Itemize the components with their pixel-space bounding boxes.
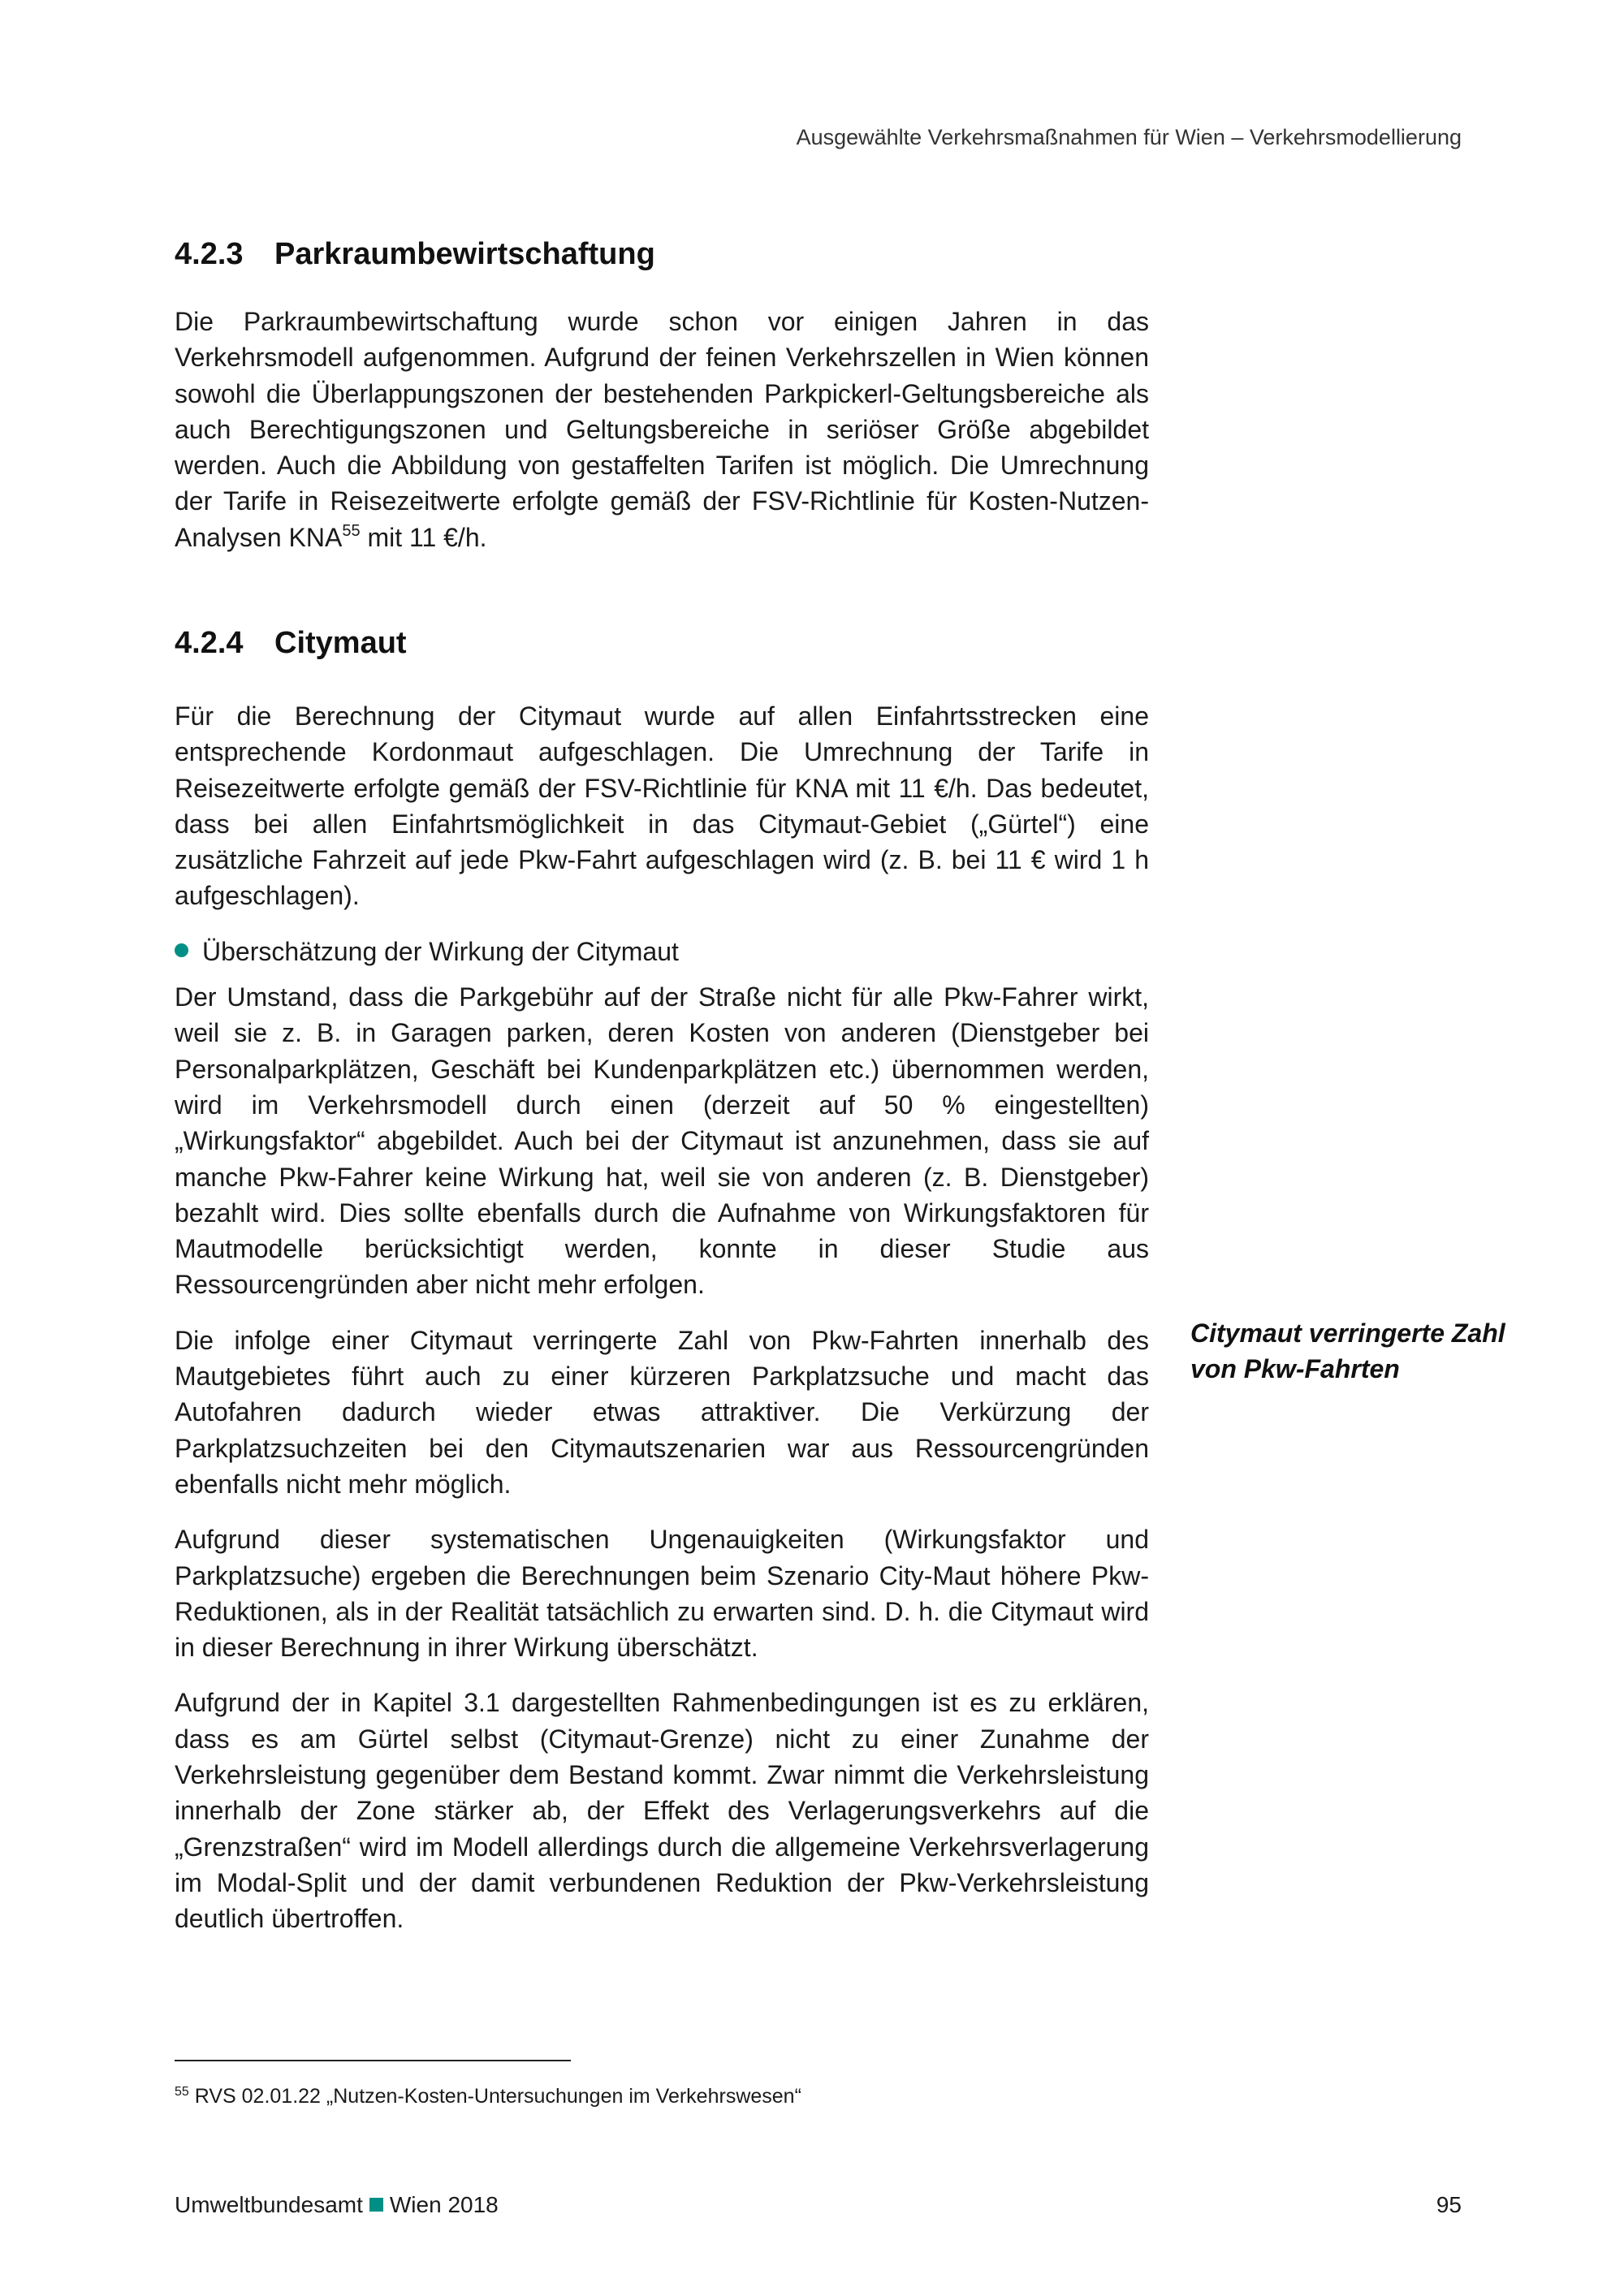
page-footer: [175, 2192, 499, 2218]
paragraph-parkraum: [175, 304, 1149, 555]
paragraph-wirkungsfaktor: Der Umstand, dass die Parkgebühr auf der Straße nicht für alle Pkw-Fahrer wirkt, weil sie z. B. in Garagen parken, deren Kosten von anderen (Dienstgeber bei Personalparkplätzen, Geschäft bei Kundenparkplätzen etc.) übernommen werden, wird im Verkehrsmodell durch einen (derzeit auf 50 % eingestellten) „Wirkungsfaktor“ abgebildet. Auch bei der Citymaut ist anzunehmen, dass sie auf manche Pkw-Fahrer keine Wirkung hat, weil sie von anderen (z. B. Dienstgeber) bezahlt wird. Dies sollte ebenfalls durch die Aufnahme von Wirkungsfaktoren für Mautmodelle berücksichtigt werden, konnte in dieser Studie aus Ressourcengründen aber nicht mehr erfolgen.: [175, 982, 1149, 1300]
paragraph-ungenauigkeiten: Aufgrund dieser systematischen Ungenauigkeiten (Wirkungsfaktor und Parkplatzsuche) ergeben die Berechnungen beim Szenario City-Maut höhere Pkw-Reduktionen, als in der Realität tatsächlich zu erwarten sind. D. h. die Citymaut wird in dieser Berechnung in ihrer Wirkung überschätzt.: [175, 1525, 1149, 1663]
section-number: 4.2.3: [175, 237, 244, 271]
footnote: [175, 2085, 801, 2108]
section-424-body: [175, 698, 1149, 1957]
paragraph-rahmenbedingungen: Aufgrund der in Kapitel 3.1 dargestellten Rahmenbedingungen ist es zu erklären, dass es am Gürtel selbst (Citymaut-Grenze) nicht zu einer Zunahme der Verkehrsleistung gegenüber dem Bestand kommt. Zwar nimmt die Verkehrsleistung innerhalb der Zone stärker ab, der Effekt des Verlagerungsverkehrs auf die „Grenzstraßen“ wird im Modell allerdings durch die allgemeine Verkehrsverlagerung im Modal-Split und der damit verbundenen Reduktion der Pkw-Verkehrsleistung deutlich übertroffen.: [175, 1688, 1149, 1934]
paragraph-citymaut-berechnung: Für die Berechnung der Citymaut wurde auf allen Einfahrtsstrecken eine entsprechende Kordonmaut aufgeschlagen. Die Umrechnung der Tarife in Reisezeitwerte erfolgte gemäß der FSV-Richtlinie für KNA mit 11 €/h. Das bedeutet, dass bei allen Einfahrtsmöglichkeit in das Citymaut-Gebiet („Gürtel“) eine zusätzliche Fahrzeit auf jede Pkw-Fahrt aufgeschlagen wird (z. B. bei 11 € wird 1 h aufgeschlagen).: [175, 701, 1149, 911]
page-number: 95: [1436, 2192, 1462, 2217]
section-title: Parkraumbewirtschaftung: [274, 237, 655, 271]
paragraph-tail: mit 11 €/h.: [360, 522, 487, 552]
footer-publisher: Umweltbundesamt: [175, 2192, 363, 2217]
footnote-divider: [175, 2060, 571, 2061]
footer-place-year: Wien 2018: [389, 2192, 499, 2217]
square-bullet-icon: [369, 2198, 383, 2212]
section-423-body: [175, 304, 1149, 575]
bullet-item: [175, 934, 1149, 969]
section-title: Citymaut: [274, 626, 407, 660]
section-number: 4.2.4: [175, 626, 244, 660]
margin-note: Citymaut verringerte Zahl von Pkw-Fahrten: [1190, 1318, 1505, 1383]
running-header: Ausgewählte Verkehrsmaßnahmen für Wien – Verkehrsmodellierung: [796, 125, 1462, 149]
bullet-text: Überschätzung der Wirkung der Citymaut: [202, 936, 679, 966]
footnote-reference[interactable]: 55: [342, 521, 361, 540]
section-heading-423: [175, 237, 655, 272]
bullet-dot-icon: [175, 943, 188, 957]
footnote-number: 55: [175, 2085, 189, 2099]
paragraph-parkplatzsuche: Die infolge einer Citymaut verringerte Zahl von Pkw-Fahrten innerhalb des Mautgebietes führt auch zu einer kürzeren Parkplatzsuche und macht das Autofahren dadurch wieder etwas attraktiver. Die Verkürzung der Parkplatzsuchzeiten bei den Citymautszenarien war aus Ressourcengründen ebenfalls nicht mehr möglich.: [175, 1325, 1149, 1499]
section-heading-424: [175, 626, 407, 661]
footnote-text: RVS 02.01.22 „Nutzen-Kosten-Untersuchungen im Verkehrswesen“: [194, 2085, 801, 2108]
paragraph-text: Die Parkraumbewirtschaftung wurde schon vor einigen Jahren in das Verkehrsmodell aufgenommen. Aufgrund der feinen Verkehrszellen in Wien können sowohl die Überlappungszonen der bestehenden Parkpickerl-Geltungsbereiche als auch Berechtigungszonen und Geltungsbereiche in seriöser Größe abgebildet werden. Auch die Abbildung von gestaffelten Tarifen ist möglich. Die Umrechnung der Tarife in Reisezeitwerte erfolgte gemäß der FSV-Richtlinie für Kosten-Nutzen-Analysen KNA: [175, 307, 1149, 552]
